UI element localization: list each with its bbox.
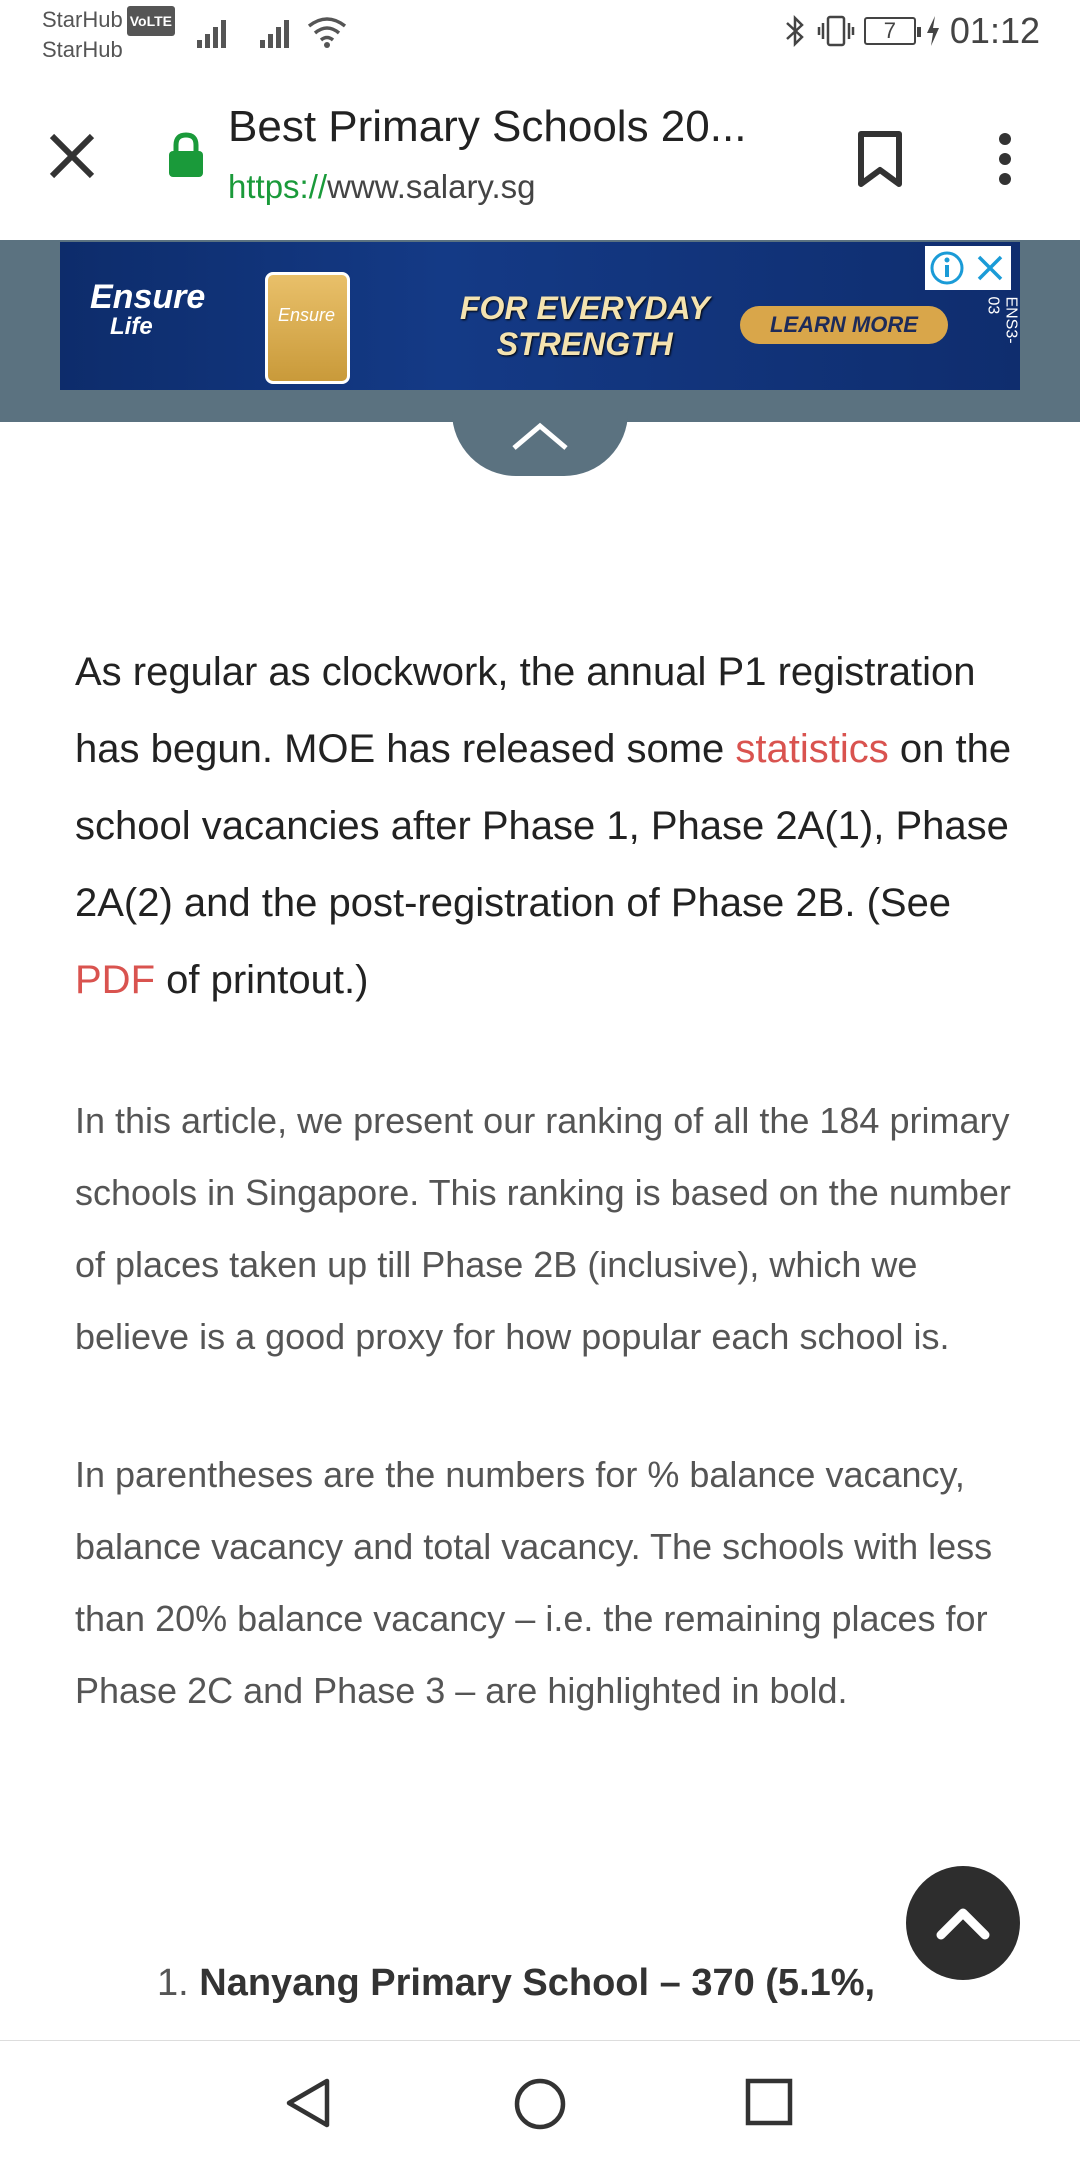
recents-square-icon[interactable] [744, 2077, 794, 2127]
wifi-icon [306, 14, 348, 50]
list-item [157, 1962, 875, 2005]
ad-brand: Ensure Life [90, 278, 206, 340]
bookmark-icon[interactable] [855, 130, 905, 188]
bluetooth-icon [782, 13, 808, 49]
statistics-link[interactable]: statistics [735, 727, 889, 771]
carrier-1: StarHub [42, 7, 123, 32]
url-bar[interactable] [228, 168, 536, 206]
close-icon[interactable] [40, 124, 104, 188]
status-bar [0, 0, 1080, 72]
signal-icon [195, 14, 235, 50]
battery-icon: 7 [864, 17, 916, 45]
ad-code: ENS3-03 [984, 296, 1020, 344]
ad-banner-container [0, 240, 1080, 422]
more-vert-icon[interactable] [990, 130, 1020, 188]
url-host: www.salary.sg [327, 168, 536, 205]
pdf-link[interactable]: PDF [75, 958, 155, 1002]
carrier-info [42, 6, 175, 64]
ad-controls [925, 246, 1011, 290]
ad-banner[interactable] [60, 242, 1020, 390]
ad-headline: FOR EVERYDAY STRENGTH [460, 290, 710, 362]
lock-icon [166, 132, 206, 178]
scroll-to-top-button[interactable] [906, 1866, 1020, 1980]
system-navigation-bar [0, 2040, 1080, 2160]
chevron-up-icon [933, 1903, 993, 1943]
chevron-up-icon [452, 412, 628, 476]
ad-close-icon[interactable] [968, 246, 1011, 290]
ad-learn-more-button[interactable]: LEARN MORE [740, 306, 948, 344]
ad-collapse-button[interactable] [452, 412, 628, 476]
page-title[interactable]: Best Primary Schools 20... [228, 102, 747, 151]
intro-paragraph: As regular as clockwork, the annual P1 registration has begun. MOE has released some statistics on the school vacancies after Phase 1, Phase 2A(1), Phase 2A(2) and the post-registration of Phase 2B. (See PDF of printout.) [75, 650, 1012, 1002]
list-number: 1. [157, 1962, 189, 2004]
url-protocol: https:// [228, 168, 328, 205]
home-circle-icon[interactable] [513, 2077, 567, 2131]
clock: 01:12 [949, 10, 1040, 51]
volte-badge: VoLTE [127, 6, 175, 36]
charging-icon [924, 13, 942, 49]
vibrate-icon [816, 13, 856, 49]
signal-roaming-icon [258, 14, 298, 50]
list-item-text: Nanyang Primary School – 370 (5.1%, [199, 1962, 876, 2004]
explanation-paragraph: In parentheses are the numbers for % balance vacancy, balance vacancy and total vacancy. The schools with less than 20% balance vacancy – i.e. the remaining places for Phase 2C and Phase 3 – are highlighted in bold. [75, 1454, 993, 1711]
article-body [75, 634, 1015, 1727]
browser-toolbar [0, 72, 1080, 240]
ad-info-icon[interactable] [925, 246, 968, 290]
carrier-2: StarHub [42, 37, 123, 63]
ranking-paragraph: In this article, we present our ranking of all the 184 primary schools in Singapore. This ranking is based on the number of places taken up till Phase 2B (inclusive), which we believe is a good proxy for how popular each school is. [75, 1100, 1011, 1357]
ad-product-image: Ensure [265, 272, 350, 384]
back-triangle-icon[interactable] [283, 2077, 333, 2129]
